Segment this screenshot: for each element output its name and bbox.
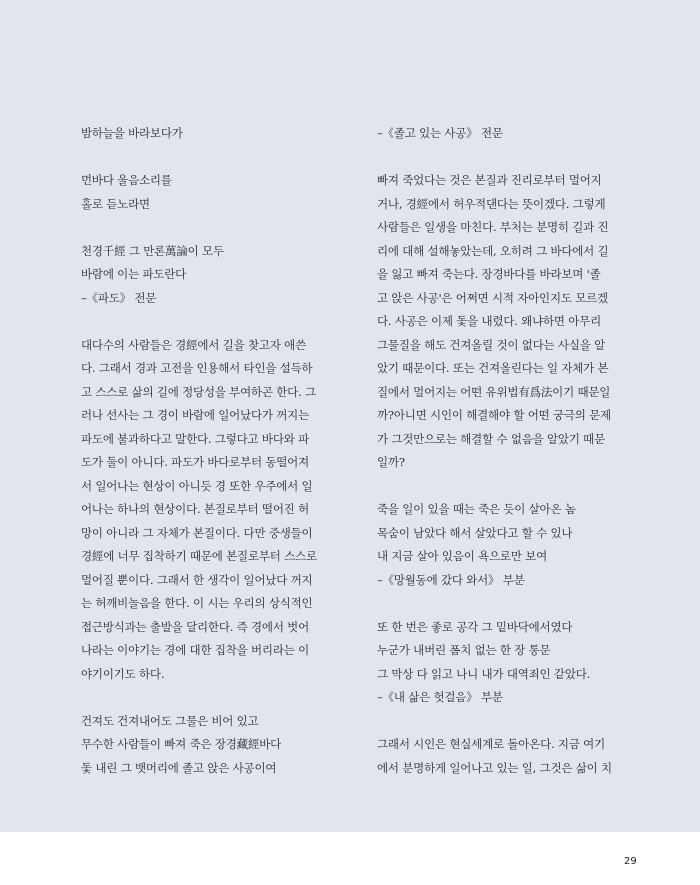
prose-line: 고 스스로 삶의 길에 정당성을 부여하곤 한다. 그 xyxy=(81,384,316,399)
prose-line: 리에 대해 설해놓았는데, 오히려 그 바다에서 길 xyxy=(377,243,609,258)
prose-line: 망이 아니라 그 자체가 본질이다. 다만 중생들이 xyxy=(81,525,313,540)
prose-line: 질에서 멀어지는 어떤 유위법有爲法이기 때문일 xyxy=(377,384,611,399)
prose-line: 파도에 불과하다고 말한다. 그렇다고 바다와 파 xyxy=(81,431,310,446)
poem-line: 바람에 이는 파도란다 xyxy=(81,267,187,281)
prose-line: 대다수의 사람들은 경經에서 길을 찾고자 애쓴 xyxy=(81,337,306,352)
poem-line: 먼바다 울음소리를 xyxy=(81,173,172,187)
poem-line: 건져도 건져내어도 그물은 비어 있고 xyxy=(81,713,259,728)
prose-line: 그물질을 해도 건져올릴 것이 없다는 사실을 알 xyxy=(377,337,606,352)
prose-line: 다. 사공은 이제 돛을 내렸다. 왜냐하면 아무리 xyxy=(377,314,602,328)
poem-line: 천경千經 그 만론萬論이 모두 xyxy=(81,243,224,258)
prose-line: 경經에 너무 집착하기 때문에 본질로부터 스스로 xyxy=(81,549,317,563)
prose-line: 았기 때문이다. 또는 건져올린다는 일 자체가 본 xyxy=(377,361,609,375)
prose-line: 접근방식과는 출발을 달리한다. 즉 경에서 벗어 xyxy=(81,619,310,634)
prose-line: 에서 분명하게 일어나고 있는 일, 그것은 삶이 치 xyxy=(377,760,612,775)
prose-line: 서 일어나는 현상이 아니듯 경 또한 우주에서 일 xyxy=(81,478,313,493)
prose-line: 어나는 하나의 현상이다. 본질로부터 떨어진 허 xyxy=(81,502,310,516)
poem-line: 내 지금 살아 있음이 욕으로만 보여 xyxy=(377,549,548,563)
prose-line: 거나, 경經에서 허우적댄다는 뜻이겠다. 그렇게 xyxy=(377,196,606,211)
prose-line: 다. 그래서 경과 고전을 인용해서 타인을 설득하 xyxy=(81,361,313,375)
prose-line: 멀어질 뿐이다. 그래서 한 생각이 일어났다 꺼지 xyxy=(81,572,313,587)
prose-line: 러나 선사는 그 경이 바람에 일어났다가 꺼지는 xyxy=(81,408,310,422)
prose-line: 고 앉은 사공'은 어쩌면 시적 자아인지도 모르겠 xyxy=(377,290,608,305)
prose-line: 사람들은 일생을 마친다. 부처는 분명히 길과 진 xyxy=(377,220,609,234)
left-column xyxy=(81,122,356,780)
prose-line: 도가 둘이 아니다. 파도가 바다로부터 동떨어져 xyxy=(81,455,310,469)
poem-source: –《망월동에 갔다 와서》 부분 xyxy=(377,572,525,587)
poem-source: –《내 삶은 헛걸음》 부분 xyxy=(377,690,503,704)
prose-line: 는 허깨비놀음을 한다. 이 시는 우리의 상식적인 xyxy=(81,596,313,610)
poem-line: 또 한 번은 좋로 공각 그 밑바닥에서였다 xyxy=(377,619,573,634)
prose-line: 까?아니면 시인이 해결해야 할 어떤 궁극의 문제 xyxy=(377,408,611,422)
poem-line: 무수한 사람들이 빠져 죽은 장경藏經바다 xyxy=(81,737,282,751)
prose-line: 나라는 이야기는 경에 대한 집착을 버리라는 이 xyxy=(81,643,310,657)
prose-line: 을 잃고 빠져 죽는다. 장경바다를 바라보며 '졸 xyxy=(377,267,601,281)
prose-line: 야기이기도 하다. xyxy=(81,666,165,681)
poem-source: –《졸고 있는 사공》 전문 xyxy=(377,126,503,140)
poem-line: 죽을 일이 있을 때는 죽은 듯이 살아온 놈 xyxy=(377,502,576,516)
prose-line: 그래서 시인은 현실세계로 돌아온다. 지금 여기 xyxy=(377,737,606,751)
poem-line: 홀로 듣노라면 xyxy=(81,196,150,211)
poem-line: 목숨이 남았다 해서 살았다고 할 수 있나 xyxy=(377,525,573,540)
poem-line: 돛 내린 그 뱃머리에 졸고 앉은 사공이여 xyxy=(81,760,277,775)
poem-title: 밤하늘을 바라보다가 xyxy=(81,126,183,140)
poem-line: 그 막상 다 읽고 나니 내가 대역죄인 같았다. xyxy=(377,666,591,681)
prose-line: 일까? xyxy=(377,455,405,469)
poem-source: –《파도》 전문 xyxy=(81,290,157,305)
prose-line: 가 그것만으로는 해결할 수 없음을 알았기 때문 xyxy=(377,431,606,446)
page-number: 29 xyxy=(624,856,637,867)
poem-line: 누군가 내버린 폼치 없는 한 장 통문 xyxy=(377,643,551,657)
prose-line: 빠져 죽었다는 것은 본질과 진리로부터 멀어지 xyxy=(377,173,602,187)
right-column xyxy=(377,122,652,780)
